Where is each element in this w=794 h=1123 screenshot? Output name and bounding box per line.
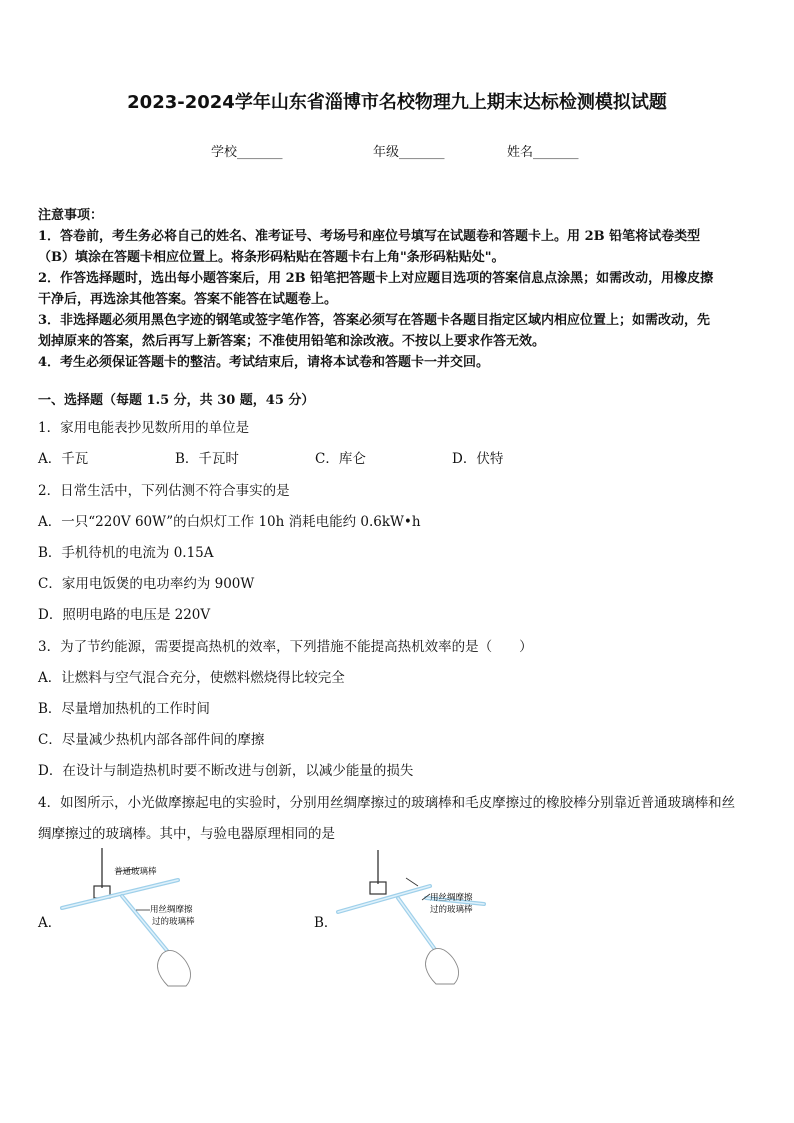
notice-line: 划掉原来的答案，然后再写上新答案；不准使用铅笔和涂改液。不按以上要求作答无效。 <box>38 334 546 349</box>
q3-option-a: A．让燃料与空气混合充分，使燃料燃烧得比较完全 <box>38 670 345 686</box>
q1-option-c: C．库仑 <box>315 451 366 467</box>
fig-a-label-mid2: 过的玻璃棒 <box>152 917 195 927</box>
q2-option-a: A．一只“220V 60W”的白炽灯工作 10h 消耗电能约 0.6kW•h <box>38 514 421 530</box>
q3-option-b: B．尽量增加热机的工作时间 <box>38 701 210 717</box>
q4-figure-b <box>334 846 494 988</box>
fig-a-label-top: 普通玻璃棒 <box>114 867 157 877</box>
q4-figure-a <box>58 846 208 988</box>
q2-option-d: D．照明电路的电压是 220V <box>38 607 211 623</box>
notice-line: （B）填涂在答题卡相应位置上。将条形码粘贴在答题卡右上角"条形码粘贴处"。 <box>38 250 505 265</box>
notice-line: 3．非选择题必须用黑色字迹的钢笔或签字笔作答，答案必须写在答题卡各题目指定区域内相应位置上；如需改动，先 <box>38 313 711 328</box>
notice-line: 干净后，再选涂其他答案。答案不能答在试题卷上。 <box>38 292 338 307</box>
notice-line: 1．答卷前，考生务必将自己的姓名、准考证号、考场号和座位号填写在试题卷和答题卡上。用 2B 铅笔将试卷类型 <box>38 229 701 244</box>
notice-line: 4．考生必须保证答题卡的整洁。考试结束后，请将本试卷和答题卡一并交回。 <box>38 355 490 370</box>
q1-option-a: A．千瓦 <box>38 451 89 467</box>
q1-option-b: B．千瓦时 <box>175 451 239 467</box>
fig-a-label-mid1: 用丝绸摩擦 <box>150 905 193 915</box>
q1-option-d: D．伏特 <box>452 451 504 467</box>
grade-field: 年级_______ <box>373 145 445 160</box>
exam-title: 2023-2024学年山东省淄博市名校物理九上期末达标检测模拟试题 <box>127 92 667 113</box>
notice-heading: 注意事项： <box>38 208 104 223</box>
q3-option-c: C．尽量减少热机内部各部件间的摩擦 <box>38 732 265 748</box>
question-2-stem: 2．日常生活中，下列估测不符合事实的是 <box>38 483 290 499</box>
fig-b-label-top2: 过的玻璃棒 <box>430 905 473 915</box>
q4-option-b-label: B． <box>314 915 338 931</box>
notice-line: 2．作答选择题时，选出每小题答案后，用 2B 铅笔把答题卡上对应题目选项的答案信息点涂黑；如需改动，用橡皮擦 <box>38 271 714 286</box>
q2-option-b: B．手机待机的电流为 0.15A <box>38 545 214 561</box>
q4-option-a-label: A． <box>38 915 62 931</box>
question-4-stem-cont: 绸摩擦过的玻璃棒。其中，与验电器原理相同的是 <box>38 826 335 842</box>
question-3-stem: 3．为了节约能源，需要提高热机的效率，下列措施不能提高热机效率的是（ ） <box>38 639 533 655</box>
question-1-stem: 1．家用电能表抄见数所用的单位是 <box>38 420 250 436</box>
name-field: 姓名_______ <box>507 145 579 160</box>
fig-b-label-top1: 用丝绸摩擦 <box>430 893 473 903</box>
question-4-stem: 4．如图所示，小光做摩擦起电的实验时，分别用丝绸摩擦过的玻璃棒和毛皮摩擦过的橡胶棒分别靠近普通玻璃棒和丝 <box>38 795 736 811</box>
school-field: 学校_______ <box>211 145 283 160</box>
section-heading: 一、选择题（每题 1.5 分，共 30 题，45 分） <box>38 393 315 408</box>
q3-option-d: D．在设计与制造热机时要不断改进与创新，以减少能量的损失 <box>38 763 414 779</box>
q2-option-c: C．家用电饭煲的电功率约为 900W <box>38 576 255 592</box>
